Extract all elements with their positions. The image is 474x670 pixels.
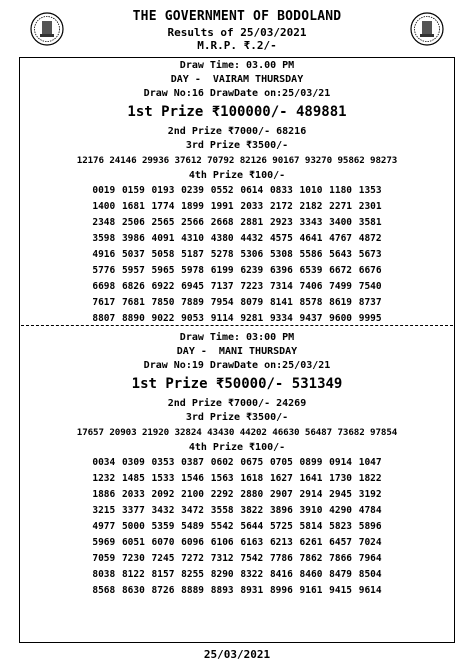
draw-time: Draw Time: 03:00 PM: [179, 332, 295, 343]
mrp-price: M.R.P. ₹.2/-: [197, 39, 277, 52]
fourth-prize-row: 7617 7681 7850 7889 7954 8079 8141 8578 8619 8737: [92, 297, 382, 308]
fourth-prize-row: 3215 3377 3432 3472 3558 3822 3896 3910 4290 4784: [92, 505, 382, 516]
fourth-prize-row: 7059 7230 7245 7272 7312 7542 7786 7862 7866 7964: [92, 553, 382, 564]
footer-date: 25/03/2021: [203, 648, 271, 661]
fourth-prize-row: 3598 3986 4091 4310 4380 4432 4575 4641 4767 4872: [92, 233, 382, 244]
fourth-prize-row: 8038 8122 8157 8255 8290 8322 8416 8460 8479 8504: [92, 569, 382, 580]
first-prize: 1st Prize ₹50000/- 531349: [131, 376, 343, 392]
fourth-prize-row: 0034 0309 0353 0387 0602 0675 0705 0899 0914 1047: [92, 457, 382, 468]
fourth-prize-label: 4th Prize ₹100/-: [188, 442, 286, 453]
fourth-prize-row: 6698 6826 6922 6945 7137 7223 7314 7406 7499 7540: [92, 281, 382, 292]
second-prize: 2nd Prize ₹7000/- 68216: [167, 126, 307, 137]
fourth-prize-row: 1232 1485 1533 1546 1563 1618 1627 1641 1730 1822: [92, 473, 382, 484]
fourth-prize-label: 4th Prize ₹100/-: [188, 170, 286, 181]
page-title: THE GOVERNMENT OF BODOLAND: [132, 9, 342, 24]
draw-section-1: [20, 59, 454, 327]
fourth-prize-row: 4916 5037 5058 5187 5278 5306 5308 5586 5643 5673: [92, 249, 382, 260]
second-prize: 2nd Prize ₹7000/- 24269: [167, 398, 307, 409]
fourth-prize-row: 8807 8890 9022 9053 9114 9281 9334 9437 9600 9995: [92, 313, 382, 324]
emblem-seal-icon: [410, 12, 444, 46]
draw-section-2: [20, 331, 454, 599]
third-prize-numbers: 17657 20903 21920 32824 43430 44202 46630 56487 73682 97854: [76, 427, 398, 438]
fourth-prize-row: 4977 5000 5359 5489 5542 5644 5725 5814 5823 5896: [92, 521, 382, 532]
third-prize-numbers: 12176 24146 29936 37612 70792 82126 90167 93270 95862 98273: [76, 155, 398, 166]
fourth-prize-row: 0019 0159 0193 0239 0552 0614 0833 1010 1180 1353: [92, 185, 382, 196]
third-prize-label: 3rd Prize ₹3500/-: [185, 140, 289, 151]
draw-day: DAY - MANI THURSDAY: [176, 346, 298, 357]
draw-number: Draw No:19 DrawDate on:25/03/21: [143, 360, 331, 371]
fourth-prize-row: 8568 8630 8726 8889 8893 8931 8996 9161 9415 9614: [92, 585, 382, 596]
document-header: [0, 0, 474, 60]
fourth-prize-row: 1886 2033 2092 2100 2292 2880 2907 2914 2945 3192: [92, 489, 382, 500]
fourth-prize-row: 2348 2506 2565 2566 2668 2881 2923 3343 3400 3581: [92, 217, 382, 228]
third-prize-label: 3rd Prize ₹3500/-: [185, 412, 289, 423]
fourth-prize-row: 1400 1681 1774 1899 1991 2033 2172 2182 2271 2301: [92, 201, 382, 212]
draw-number: Draw No:16 DrawDate on:25/03/21: [143, 88, 331, 99]
draw-day: DAY - VAIRAM THURSDAY: [170, 74, 304, 85]
draw-time: Draw Time: 03.00 PM: [179, 60, 295, 71]
fourth-prize-row: 5776 5957 5965 5978 6199 6239 6396 6539 6672 6676: [92, 265, 382, 276]
section-divider: [21, 325, 453, 326]
fourth-prize-row: 5969 6051 6070 6096 6106 6163 6213 6261 6457 7024: [92, 537, 382, 548]
first-prize: 1st Prize ₹100000/- 489881: [127, 104, 347, 120]
results-date: Results of 25/03/2021: [167, 26, 307, 39]
